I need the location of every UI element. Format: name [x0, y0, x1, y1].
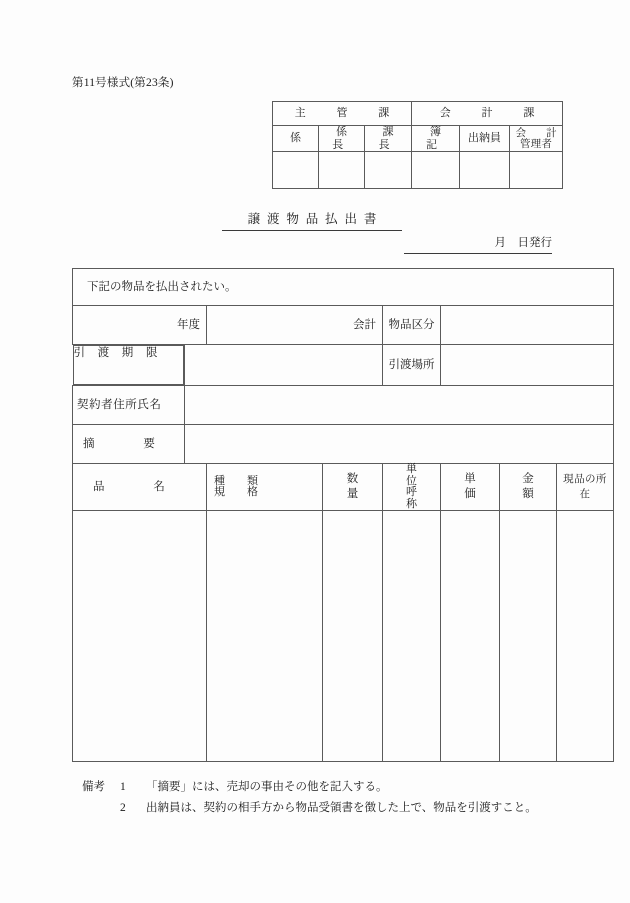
items-cell-unit-name[interactable] [383, 511, 441, 762]
remarks-tag: 備考 [82, 781, 105, 793]
intro-row [73, 269, 614, 306]
items-header-quantity-text: 数 量 [346, 473, 382, 501]
items-header-amount-text: 金 額 [522, 473, 557, 501]
items-cell-unit-price[interactable] [441, 511, 500, 762]
items-cell-name[interactable] [73, 511, 207, 762]
summary-label [73, 425, 185, 464]
stamp-department-row [273, 102, 563, 126]
summary-row [73, 425, 614, 464]
items-header-type: 種 類 [214, 474, 258, 487]
stamp-role-kacho-label: 課 長 [378, 126, 420, 151]
document-title-text: 譲渡物品払出書 [247, 212, 384, 226]
stamp-role-suitouin-label: 出納員 [468, 132, 502, 145]
stamp-role-kakari-label: 係 [290, 132, 301, 145]
fiscal-row [73, 306, 614, 345]
stamp-role-boki [412, 126, 468, 152]
stamp-role-kaikei-kanrisha-label [510, 128, 562, 150]
main-form-table [72, 268, 614, 762]
document-title [222, 209, 402, 231]
stamp-box-kaikei-kanrisha[interactable] [510, 152, 563, 189]
items-header-location-text: 現品の所在 [563, 474, 607, 501]
stamp-role-suitouin [460, 126, 510, 152]
stamp-box-kakari[interactable] [273, 152, 319, 189]
stamp-role-kakaricho-label: 係 長 [332, 126, 374, 151]
account-cell[interactable] [207, 306, 383, 345]
stamp-signature-row [273, 152, 563, 189]
stamp-role-kakari [273, 126, 319, 152]
delivery-deadline-label-text: 引 渡 期 限 [73, 347, 159, 359]
items-body-row [73, 511, 614, 762]
stamp-role-boki-label: 簿 記 [426, 126, 468, 151]
remarks-number-1: 1 [120, 781, 126, 793]
issue-date-line[interactable] [404, 234, 552, 254]
contractor-row [73, 386, 614, 425]
stamp-role-kakaricho [319, 126, 374, 152]
items-header-row [73, 464, 614, 511]
stamp-box-kakaricho[interactable] [319, 152, 365, 189]
delivery-place-label: 引渡場所 [383, 345, 441, 386]
items-header-unit-name [383, 464, 441, 511]
stamp-dept-supervising [273, 102, 412, 126]
delivery-place-value[interactable] [441, 345, 614, 386]
account-label: 会計 [353, 318, 376, 331]
items-cell-type-spec[interactable] [207, 511, 323, 762]
items-header-callname: 呼 称 [406, 486, 439, 510]
items-cell-location[interactable] [557, 511, 614, 762]
goods-class-value[interactable] [441, 306, 614, 345]
items-header-quantity [323, 464, 383, 511]
stamp-dept-accounting-label: 会 計 課 [439, 107, 545, 120]
items-cell-quantity[interactable] [323, 511, 383, 762]
stamp-role-row [273, 126, 563, 152]
stamp-box-kacho[interactable] [365, 152, 412, 189]
items-header-unit: 単 位 [406, 463, 439, 487]
remarks-line-2 [82, 798, 537, 819]
stamp-dept-accounting [412, 102, 563, 126]
delivery-deadline-label [73, 345, 185, 385]
items-header-unit-name-text [385, 464, 438, 510]
stamp-role-kaikei-kanrisha [510, 126, 563, 152]
items-header-unit-price-text: 単 価 [464, 473, 499, 501]
items-header-name [73, 464, 207, 511]
stamp-role-kaikei-kanrisha-line1: 会 計 [515, 127, 562, 139]
remarks-text-1: 「摘要」には、売却の事由その他を記入する。 [146, 781, 388, 793]
issue-date-label: 月 日発行 [494, 237, 552, 249]
remarks-block [82, 777, 537, 820]
summary-value[interactable] [185, 425, 614, 464]
remarks-text-2: 出納員は、契約の相手方から物品受領書を徴した上で、物品を引渡すこと。 [146, 802, 537, 815]
contractor-value[interactable] [185, 386, 614, 425]
goods-class-label: 物品区分 [383, 306, 441, 345]
stamp-role-kacho [365, 126, 420, 152]
contractor-label: 契約者住所氏名 [73, 386, 185, 425]
items-header-location [557, 464, 614, 511]
stamp-role-kaikei-kanrisha-line2: 管理者 [519, 138, 553, 150]
form-number: 第11号様式(第23条) [72, 77, 174, 89]
approval-stamp-table [272, 101, 563, 189]
delivery-deadline-value[interactable] [185, 345, 383, 386]
remarks-number-2: 2 [120, 802, 126, 815]
items-header-amount [500, 464, 557, 511]
items-header-unit-price [441, 464, 500, 511]
fiscal-year-label: 年度 [73, 306, 207, 345]
remarks-tag-spacer [82, 798, 120, 819]
items-header-spec: 規 格 [214, 486, 258, 499]
items-header-type-spec-text [209, 476, 320, 499]
delivery-row [73, 345, 614, 386]
items-header-name-text: 品 名 [93, 480, 166, 493]
remarks-line-1 [82, 777, 537, 798]
summary-label-text: 摘 要 [83, 437, 156, 450]
items-header-type-spec [207, 464, 323, 511]
stamp-box-boki[interactable] [412, 152, 460, 189]
intro-text: 下記の物品を払出されたい。 [73, 269, 614, 306]
stamp-box-suitouin[interactable] [460, 152, 510, 189]
stamp-dept-supervising-label: 主 管 課 [294, 107, 400, 120]
items-cell-amount[interactable] [500, 511, 557, 762]
